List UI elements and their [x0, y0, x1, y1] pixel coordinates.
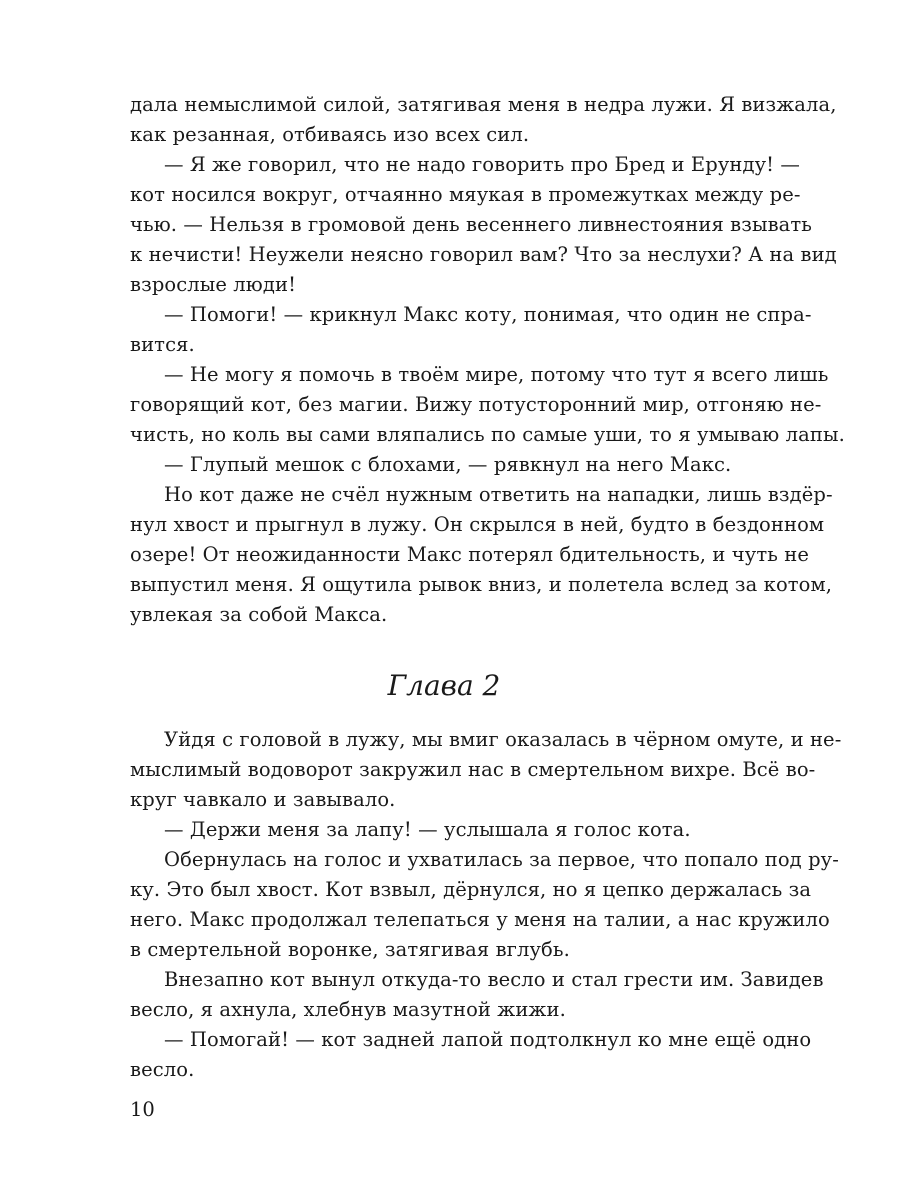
text-line: озере! От неожиданности Макс потерял бдительность, и чуть не: [130, 543, 809, 566]
text-line: чисть, но коль вы сами вляпались по самые уши, то я умываю лапы.: [130, 423, 845, 446]
text-line: весло.: [130, 1058, 195, 1081]
text-line: Уйдя с головой в лужу, мы вмиг оказалась в чёрном омуте, и не-: [164, 728, 842, 751]
text-line: — Глупый мешок с блохами, — рявкнул на него Макс.: [164, 453, 732, 476]
chapter-heading: Глава 2: [387, 669, 501, 702]
text-line: Но кот даже не счёл нужным ответить на нападки, лишь вздёр-: [164, 483, 833, 506]
text-line: как резанная, отбиваясь изо всех сил.: [130, 123, 530, 146]
text-line: весло, я ахнула, хлебнув мазутной жижи.: [130, 998, 566, 1021]
text-line: в смертельной воронке, затягивая вглубь.: [130, 938, 570, 961]
text-line: к нечисти! Неужели неясно говорил вам? Что за неслухи? А на вид: [130, 243, 837, 266]
text-line: ку. Это был хвост. Кот взвыл, дёрнулся, но я цепко держалась за: [130, 878, 812, 901]
text-line: него. Макс продолжал телепаться у меня на талии, а нас кружило: [130, 908, 830, 931]
text-line: увлекая за собой Макса.: [130, 603, 388, 626]
text-line: — Я же говорил, что не надо говорить про Бред и Ерунду! —: [164, 153, 801, 176]
text-line: — Не могу я помочь в твоём мире, потому что тут я всего лишь: [164, 363, 829, 386]
text-line: вится.: [130, 333, 195, 356]
text-line: — Помогай! — кот задней лапой подтолкнул ко мне ещё одно: [164, 1028, 812, 1051]
text-line: Внезапно кот вынул откуда-то весло и стал грести им. Завидев: [164, 968, 824, 991]
text-line: выпустил меня. Я ощутила рывок вниз, и полетела вслед за котом,: [130, 573, 833, 596]
book-page: [130, 0, 845, 1200]
text-line: мыслимый водоворот закружил нас в смертельном вихре. Всё во-: [130, 758, 816, 781]
text-line: нул хвост и прыгнул в лужу. Он скрылся в ней, будто в бездонном: [130, 513, 825, 536]
text-line: чью. — Нельзя в громовой день весеннего ливнестояния взывать: [130, 213, 813, 236]
page-number: 10: [130, 1098, 155, 1121]
text-line: дала немыслимой силой, затягивая меня в недра лужи. Я визжала,: [130, 93, 837, 116]
text-line: говорящий кот, без магии. Вижу потусторонний мир, отгоняю не-: [130, 393, 822, 416]
text-line: — Помоги! — крикнул Макс коту, понимая, что один не спра-: [164, 303, 812, 326]
text-line: — Держи меня за лапу! — услышала я голос кота.: [164, 818, 691, 841]
text-line: взрослые люди!: [130, 273, 297, 296]
text-line: круг чавкало и завывало.: [130, 788, 396, 811]
text-line: кот носился вокруг, отчаянно мяукая в промежутках между ре-: [130, 183, 801, 206]
text-line: Обернулась на голос и ухватилась за первое, что попало под ру-: [164, 848, 839, 871]
